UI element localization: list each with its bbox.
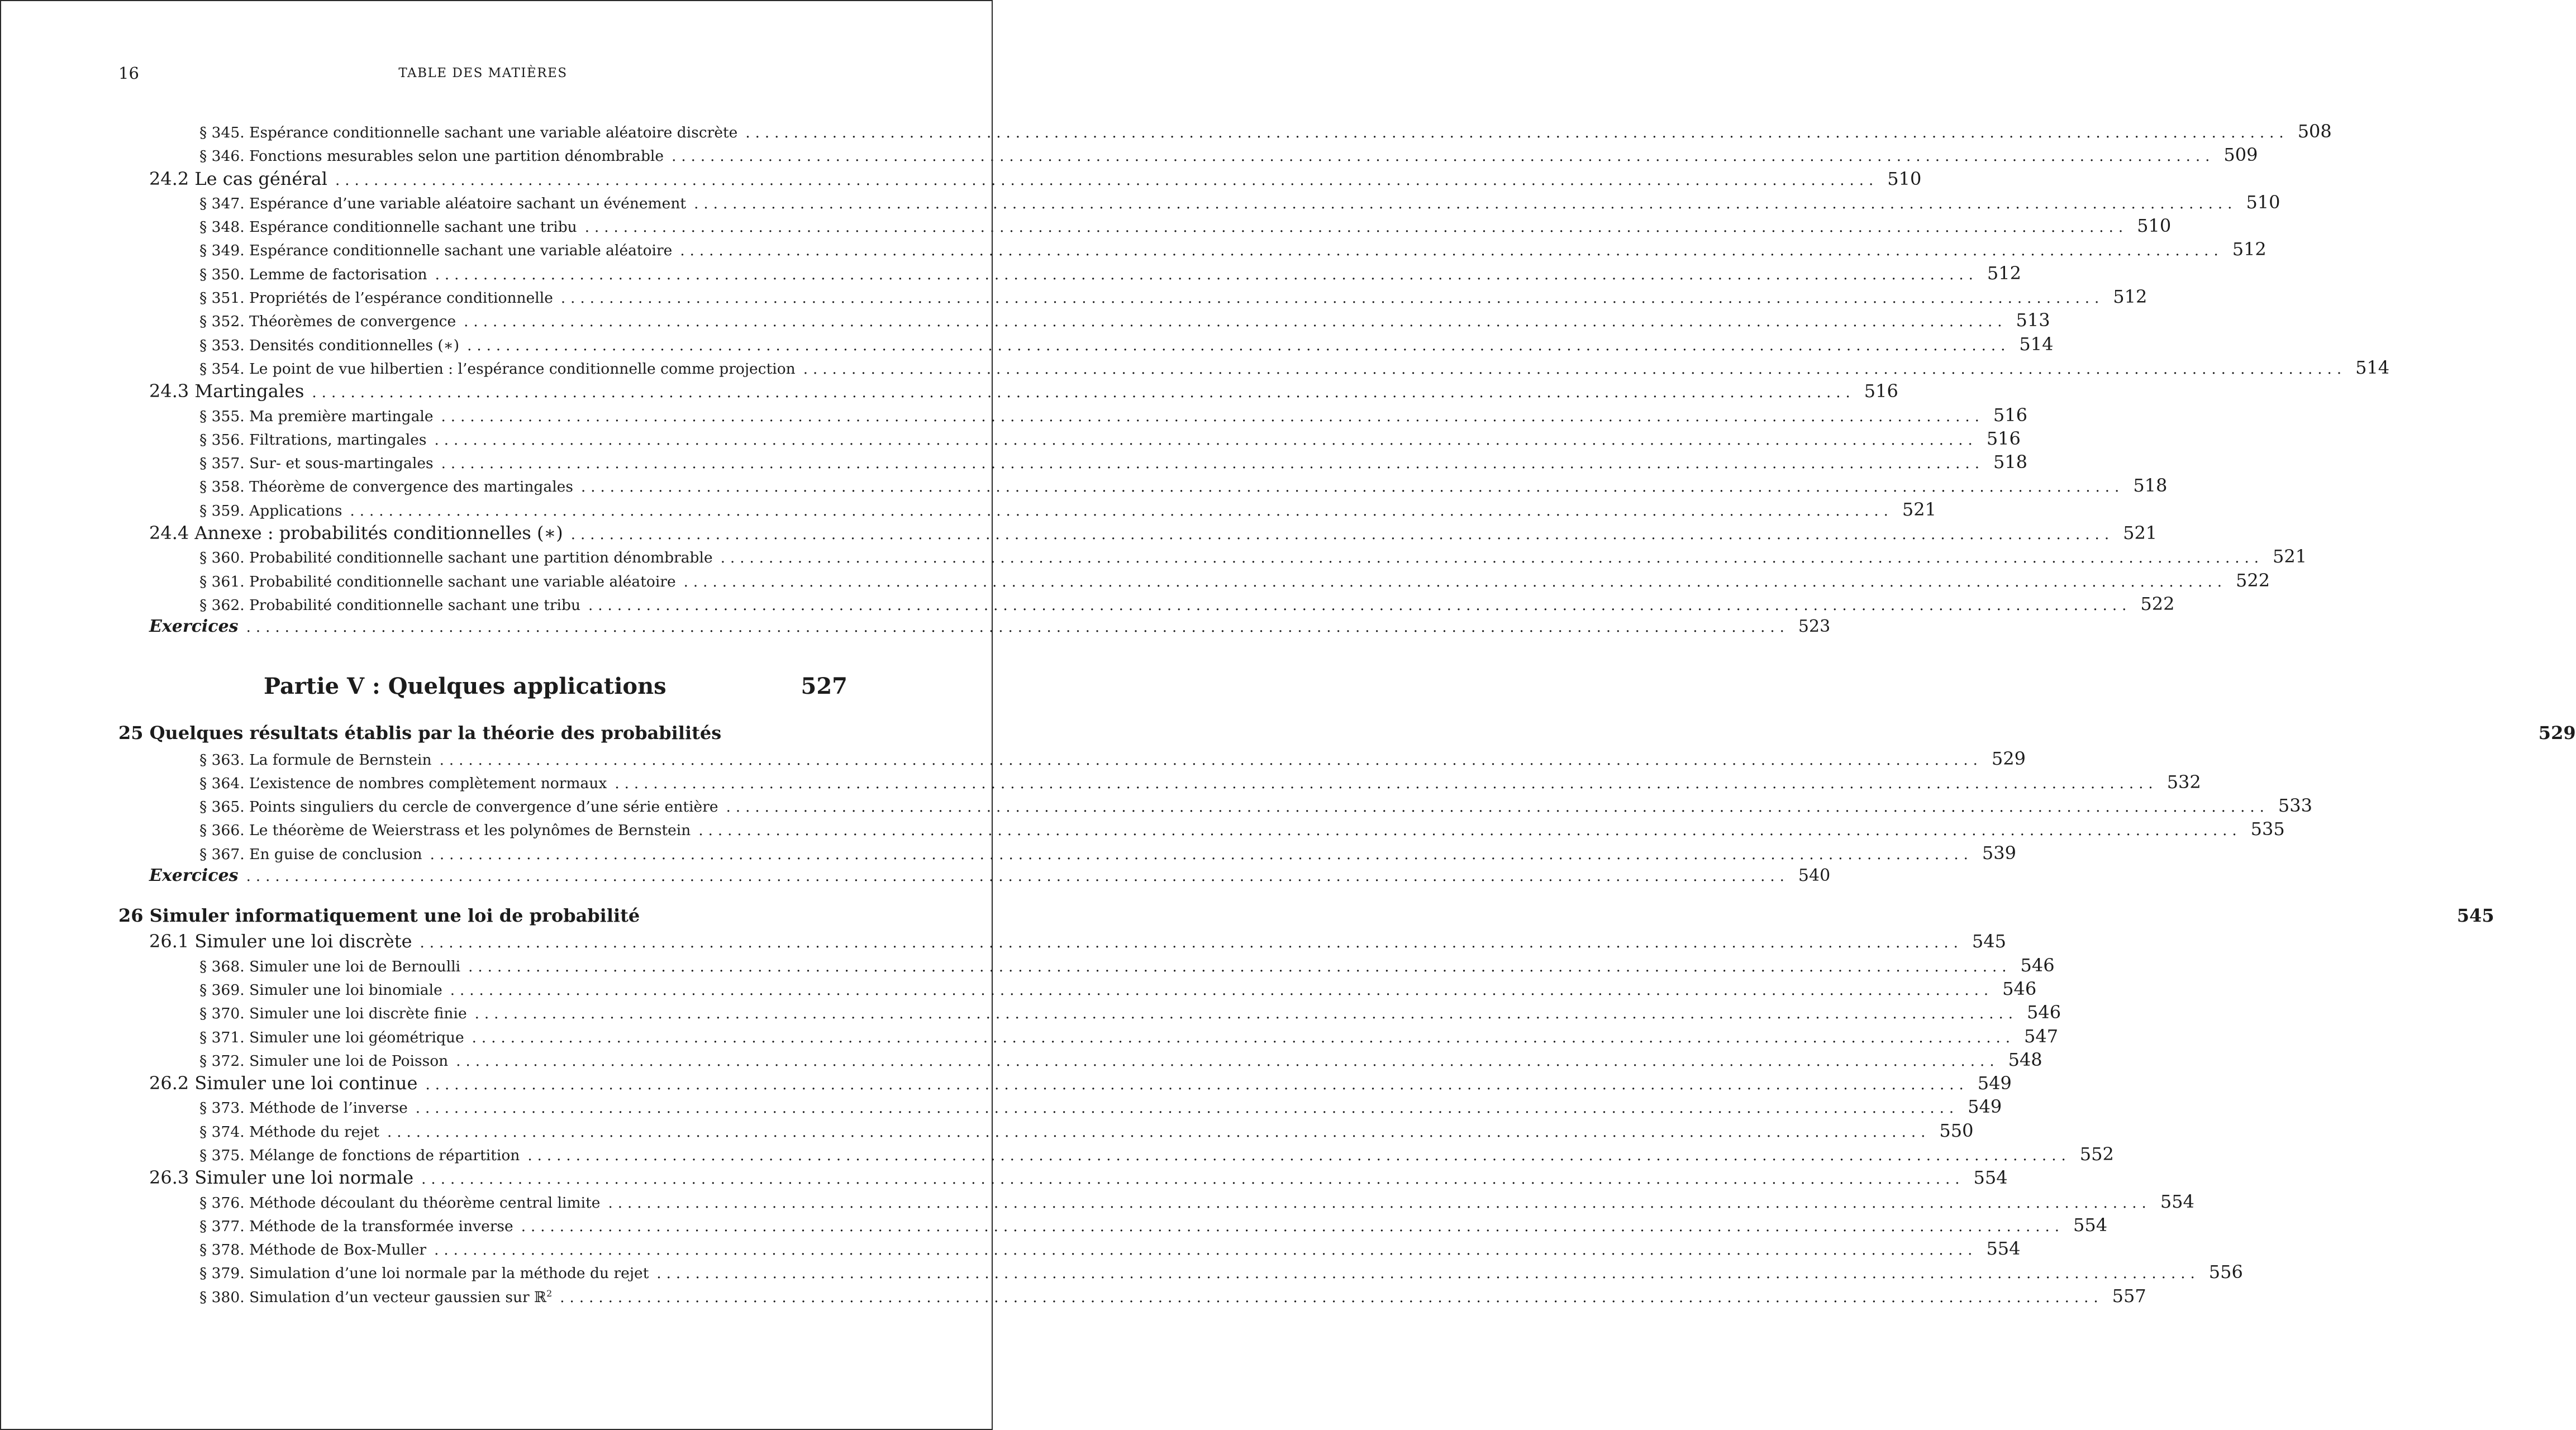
toc-entry-title: § 345. Espérance conditionnelle sachant une variable aléatoire discrète [199,124,738,141]
leader-dots: ................................................................................................................................................................ [387,1123,1931,1141]
toc-entry-title: § 372. Simuler une loi de Poisson [199,1052,449,1070]
toc-section-24-4[interactable] [118,522,2158,546]
leader-dots: ................................................................................................................................................................ [745,125,2289,141]
toc-page-number: 509 [2223,144,2258,166]
running-title: TABLE DES MATIÈRES [398,66,568,80]
toc-exercices-title: Exercices [149,617,239,637]
toc-entry-title: § 352. Théorèmes de convergence [199,313,456,331]
toc-entry[interactable] [118,1261,2243,1285]
toc-entry[interactable] [118,978,2037,1002]
toc-entry-title: § 361. Probabilité conditionnelle sachant une variable aléatoire [199,573,676,590]
leader-dots: ................................................................................................................................................................ [312,384,1855,402]
toc-page-number: 508 [2297,121,2332,142]
toc-entry-title: § 360. Probabilité conditionnelle sachant une partition dénombrable [199,549,713,567]
toc-entry[interactable] [118,333,2054,357]
leader-dots: ................................................................................................................................................................ [672,148,2215,165]
running-header [118,64,847,86]
toc-entry-title: § 371. Simuler une loi géométrique [199,1028,464,1046]
toc-page-number: 546 [2026,1002,2061,1023]
toc-entry[interactable] [118,498,1936,522]
toc-entry[interactable] [118,818,2285,842]
leader-dots: ................................................................................................................................................................ [246,619,1789,636]
toc-entry[interactable] [118,1025,2059,1049]
toc-entry-title: § 369. Simuler une loi binomiale [199,981,442,999]
toc-entry[interactable] [118,356,2390,380]
toc-entry[interactable] [118,1119,1974,1143]
toc-section-title: 24.4 Annexe : probabilités conditionnelles (∗) [149,522,563,544]
toc-entry[interactable] [118,1190,2194,1214]
toc-page-number: 529 [2538,722,2576,743]
toc-section-26-2[interactable] [118,1072,2012,1096]
toc-chapter-title: 26 Simuler informatiquement une loi de probabilité [118,905,640,927]
toc-entry[interactable] [118,404,2027,428]
toc-entry[interactable] [118,795,2312,818]
toc-block-26-1 [118,954,2061,1072]
toc-entry[interactable] [118,309,2050,333]
spacer [118,712,847,722]
leader-dots: ................................................................................................................................................................ [683,573,2227,590]
page-number: 16 [118,64,139,83]
toc-section-title: 26.3 Simuler une loi normale [149,1167,414,1189]
toc-page-number: 521 [2123,522,2158,544]
toc-chapter-25[interactable] [118,722,2576,748]
toc-page-number: 516 [1864,380,1898,402]
toc-page-number: 545 [2456,905,2494,927]
leader-dots: ................................................................................................................................................................ [350,502,1893,519]
toc-entry-title: § 359. Applications [199,502,342,519]
toc-section-title: 26.2 Simuler une loi continue [149,1072,418,1094]
toc-page-number: 523 [1798,617,1831,637]
leader-dots: ................................................................................................................................................................ [434,431,1978,449]
toc-page-number: 546 [2002,978,2037,999]
leader-dots: ................................................................................................................................................................ [803,360,2347,378]
toc-entry-title: § 370. Simuler une loi discrète finie [199,1005,467,1023]
toc-entry-title: § 376. Méthode découlant du théorème central limite [199,1194,601,1212]
toc-page-number: 522 [2236,569,2270,591]
toc-page-number: 546 [2020,954,2055,976]
toc-entry[interactable] [118,286,2148,309]
toc-entry[interactable] [118,121,2332,144]
leader-dots: ................................................................................................................................................................ [420,935,1963,952]
leader-dots: ................................................................................................................................................................ [726,799,2269,816]
toc-entry-title: § 378. Méthode de Box-Muller [199,1241,427,1259]
toc-page-number: 516 [1993,404,2027,426]
leader-dots: ................................................................................................................................................................ [560,1289,2103,1306]
toc-entry-title: § 364. L’existence de nombres complètement normaux [199,774,607,792]
toc-entry[interactable] [118,1002,2061,1025]
leader-dots: ................................................................................................................................................................ [441,455,1984,473]
toc-page-number: 527 [801,673,847,699]
toc-page-number: 516 [1986,427,2021,449]
toc-entry-title: § 367. En guise de conclusion [199,845,422,863]
toc-entry[interactable] [118,1048,2042,1072]
leader-dots: ................................................................................................................................................................ [335,171,1879,189]
toc-entry-title: § 358. Théorème de convergence des martingales [199,478,573,496]
toc-entry[interactable] [118,239,2267,262]
toc-page-number: 539 [1982,842,2016,864]
toc-entry-title: § 375. Mélange de fonctions de répartition [199,1146,520,1164]
toc-page-number: 532 [2166,771,2201,793]
toc-chapter-26[interactable] [118,905,2494,931]
toc-page-number: 513 [2016,309,2050,331]
leader-dots: ................................................................................................................................................................ [694,195,2237,212]
toc-entry-title: § 368. Simuler une loi de Bernoulli [199,957,461,975]
leader-dots: ................................................................................................................................................................ [246,868,1789,885]
toc-entry-title: § 356. Filtrations, martingales [199,431,427,449]
leader-dots: ................................................................................................................................................................ [584,219,2129,236]
toc-entry[interactable] [118,954,2055,978]
toc-block-26-2 [118,1096,2114,1167]
toc-entry-title: § 379. Simulation d’une loi normale par la méthode du rejet [199,1265,649,1283]
leader-dots: ................................................................................................................................................................ [608,1194,2151,1212]
toc-entry[interactable] [118,569,2270,593]
toc-page-number: 518 [2133,475,2168,497]
toc-exercices-24[interactable] [118,617,1831,640]
toc-entry[interactable] [118,191,2280,215]
toc-section-title: 26.1 Simuler une loi discrète [149,931,412,952]
leader-dots: ................................................................................................................................................................ [570,526,2115,544]
leader-dots: ................................................................................................................................................................ [472,1029,2016,1046]
toc-entry[interactable] [118,842,2016,866]
leader-dots: ................................................................................................................................................................ [415,1100,1959,1117]
toc-entry[interactable] [118,1096,2002,1119]
toc-page-number: 514 [2355,356,2390,378]
toc-page-number: 548 [2008,1048,2042,1070]
leader-dots: ................................................................................................................................................................ [720,550,2264,567]
toc-section-24-2[interactable] [118,168,1922,192]
toc-entry-title: § 355. Ma première martingale [199,407,434,425]
leader-dots: ................................................................................................................................................................ [435,266,1978,283]
leader-dots: ................................................................................................................................................................ [468,958,2012,975]
leader-dots: ................................................................................................................................................................ [580,479,2125,496]
toc-entry[interactable] [118,262,2021,286]
toc-page-number: 547 [2024,1025,2059,1047]
leader-dots: ................................................................................................................................................................ [521,1218,2065,1235]
toc-entry[interactable] [118,215,2172,239]
toc-entry[interactable] [118,546,2307,569]
toc-entry[interactable] [118,144,2258,168]
toc-block-25 [118,747,2312,866]
toc-entry-title: § 373. Méthode de l’inverse [199,1099,408,1117]
toc-entry-title: § 347. Espérance d’une variable aléatoire sachant un événement [199,194,687,212]
toc-page-number: 512 [2113,286,2148,308]
toc-block-24-4 [118,546,2307,617]
toc-page-number: 514 [2019,333,2054,355]
toc-section-title: 24.2 Le cas général [149,168,327,189]
leader-dots: ................................................................................................................................................................ [467,337,2011,354]
toc-entry-title: § 357. Sur- et sous-martingales [199,455,434,473]
toc-part-5[interactable] [118,673,847,712]
toc-page-number: 556 [2208,1261,2243,1283]
toc-page-number: 535 [2250,818,2285,840]
toc-entry-title: § 365. Points singuliers du cercle de convergence d’une série entière [199,798,718,816]
toc-section-title: 24.3 Martingales [149,380,304,402]
leader-dots: ................................................................................................................................................................ [425,1076,1969,1094]
toc-entry[interactable] [118,427,2021,451]
toc-page-number: 549 [1968,1096,2002,1118]
toc-entry-title: § 374. Méthode du rejet [199,1123,380,1141]
toc-page-number: 522 [2140,593,2175,614]
leader-dots: ................................................................................................................................................................ [441,408,1984,425]
toc-page-number: 554 [1986,1238,2021,1260]
toc-page-number: 521 [2273,546,2307,568]
toc-block-24-3 [118,404,2168,522]
toc-entry[interactable] [118,1214,2108,1238]
leader-dots: ................................................................................................................................................................ [421,1171,1965,1188]
toc-part-title: Partie V : Quelques applications [264,673,666,699]
toc-entry-title: § 346. Fonctions mesurables selon une partition dénombrable [199,147,664,165]
toc-entry[interactable] [118,451,2028,475]
toc-page-number: 557 [2112,1285,2146,1307]
toc-entry[interactable] [118,593,2175,617]
toc-entry-title: § 353. Densités conditionnelles (∗) [199,336,460,354]
table-of-contents [118,121,2576,1309]
toc-entry-title: § 349. Espérance conditionnelle sachant une variable aléatoire [199,242,673,260]
toc-block-26-3 [118,1190,2243,1285]
toc-section-24-3[interactable] [118,380,1898,404]
toc-entry-title: § 362. Probabilité conditionnelle sachant une tribu [199,596,581,614]
leader-dots: ................................................................................................................................................................ [434,1242,1978,1259]
leader-dots: ................................................................................................................................................................ [680,242,2223,260]
toc-page-number: 540 [1798,866,1831,886]
leader-dots: ................................................................................................................................................................ [698,822,2242,840]
toc-entry[interactable] [118,1238,2021,1261]
toc-page-number: 518 [1993,451,2028,473]
toc-page-number: 550 [1939,1119,1974,1141]
leader-dots: ................................................................................................................................................................ [464,313,2007,331]
toc-page-number: 521 [1902,498,1936,520]
toc-section-26-1[interactable] [118,931,2006,954]
toc-section-26-3[interactable] [118,1167,2008,1190]
spacer [118,641,847,673]
toc-block-24-2 [118,191,2390,380]
toc-entry-title: § 366. Le théorème de Weierstrass et les polynômes de Bernstein [199,822,691,840]
leader-dots: ................................................................................................................................................................ [439,751,1983,769]
toc-entry-title: § 377. Méthode de la transformée inverse [199,1217,513,1235]
toc-page-number: 549 [1977,1072,2012,1094]
toc-entry[interactable] [118,475,2168,498]
leader-dots: ................................................................................................................................................................ [430,846,1973,863]
toc-entry-title: § 363. La formule de Bernstein [199,751,432,769]
toc-page-number: 510 [1887,168,1922,189]
toc-page-number: 512 [2232,239,2267,260]
toc-page-number: 545 [1972,931,2006,952]
toc-entry[interactable] [118,771,2201,795]
toc-chapter-title: 25 Quelques résultats établis par la théorie des probabilités [118,722,722,743]
leader-dots: ................................................................................................................................................................ [456,1052,1999,1070]
toc-page-number: 533 [2278,795,2312,817]
toc-entry[interactable] [118,1143,2114,1167]
toc-page-number: 554 [1973,1167,2008,1189]
superscript: 2 [546,1288,553,1299]
toc-block-24-1 [118,121,2332,168]
toc-exercices-title: Exercices [149,866,239,886]
spacer [118,889,847,905]
toc-entry-text: § 380. Simulation d’un vecteur gaussien sur ℝ [199,1288,547,1306]
leader-dots: ................................................................................................................................................................ [527,1147,2071,1164]
toc-entry[interactable] [118,747,2026,771]
toc-exercices-25[interactable] [118,866,1831,889]
leader-dots: ................................................................................................................................................................ [588,597,2132,614]
toc-entry-title [199,1289,552,1306]
toc-page-number: 529 [1991,747,2026,769]
toc-page-number: 512 [1987,262,2021,284]
toc-entry-title: § 354. Le point de vue hilbertien : l’espérance conditionnelle comme projection [199,360,796,378]
leader-dots: ................................................................................................................................................................ [560,290,2104,307]
toc-entry-title: § 351. Propriétés de l’espérance conditionnelle [199,289,553,307]
toc-entry-title: § 348. Espérance conditionnelle sachant une tribu [199,218,577,236]
leader-dots: ................................................................................................................................................................ [615,775,2158,792]
leader-dots: ................................................................................................................................................................ [450,981,1994,999]
leader-dots: ................................................................................................................................................................ [474,1005,2018,1023]
leader-dots: ................................................................................................................................................................ [656,1265,2200,1283]
toc-page-number: 510 [2137,215,2172,237]
toc-page-number: 552 [2079,1143,2114,1165]
toc-page-number: 554 [2160,1190,2194,1212]
toc-page-number: 554 [2073,1214,2108,1236]
toc-entry-title: § 350. Lemme de factorisation [199,265,427,283]
toc-page-number: 510 [2246,191,2280,213]
toc-entry-380[interactable] [118,1285,2146,1309]
